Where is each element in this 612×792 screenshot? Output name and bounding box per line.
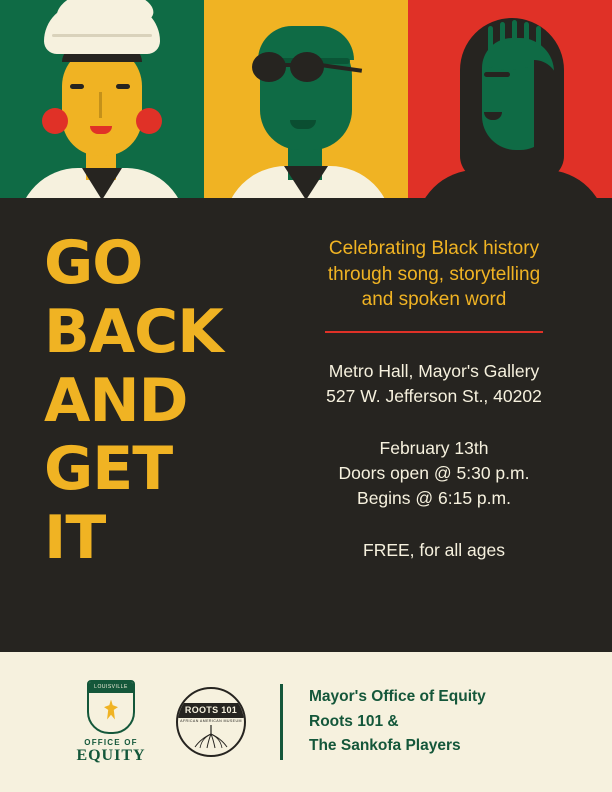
figure1-eye-left	[70, 84, 84, 89]
credit-line-1: Mayor's Office of Equity	[309, 687, 486, 705]
illustration-band	[0, 0, 612, 198]
headline-block	[0, 198, 286, 652]
footer-divider	[280, 684, 283, 760]
figure1-face	[62, 46, 142, 156]
figure1-headwrap-fold	[52, 34, 152, 37]
tagline	[292, 236, 576, 313]
tagline-line-1: Celebrating Black history	[328, 238, 540, 259]
details-block	[286, 198, 612, 652]
office-of-label: OFFICE OF	[84, 737, 138, 747]
divider-rule	[325, 331, 543, 333]
figure1-earring-left	[42, 108, 68, 134]
headline-line-3: AND	[44, 365, 188, 436]
figure1-nose	[99, 92, 102, 118]
figure3-braid	[524, 22, 529, 68]
credits-block	[309, 685, 486, 759]
figure3-braid	[512, 20, 517, 70]
figure3-brow	[484, 72, 510, 77]
event-date: February 13th	[379, 437, 489, 458]
tagline-line-3: and spoken word	[361, 289, 507, 311]
portrait-panel-red	[408, 0, 612, 198]
footer-band	[0, 652, 612, 792]
portrait-panel-gold	[204, 0, 408, 198]
tree-roots-icon	[191, 725, 231, 749]
roots-subtitle-label: AFRICAN AMERICAN MUSEUM	[180, 719, 242, 723]
credit-line-3: The Sankofa Players	[309, 737, 461, 755]
schedule-block	[292, 436, 576, 512]
figure3-braid	[500, 22, 505, 70]
figure1-earring-right	[136, 108, 162, 134]
figure3-braid	[488, 26, 493, 68]
venue-line-2: 527 W. Jefferson St., 40202	[326, 386, 542, 407]
figure2-sunglass-lens-left	[252, 52, 286, 82]
figure2-sunglass-bridge	[284, 63, 294, 67]
headline-line-1: GO	[44, 228, 143, 298]
portrait-panel-green	[0, 0, 204, 198]
poster-body	[0, 198, 612, 652]
equity-label: EQUITY	[76, 746, 146, 764]
figure1-eye-right	[116, 84, 130, 89]
start-time: Begins @ 6:15 p.m.	[357, 488, 511, 509]
roots-101-logo	[176, 687, 246, 757]
louisville-shield-icon	[87, 680, 135, 734]
credit-line-2: Roots 101 &	[309, 712, 399, 730]
louisville-office-of-equity-logo	[72, 680, 150, 765]
doors-time: Doors open @ 5:30 p.m.	[338, 463, 530, 484]
figure3-hair-strand	[534, 60, 558, 152]
louisville-banner-label: LOUISVILLE	[89, 682, 133, 693]
admission-note: FREE, for all ages	[363, 539, 505, 560]
roots-name-label: ROOTS 101	[178, 703, 244, 718]
headline-line-4: GET	[44, 434, 173, 505]
figure2-sunglass-lens-right	[290, 52, 324, 82]
venue-block	[292, 359, 576, 410]
headline-line-2: BACK	[44, 296, 223, 367]
venue-line-1: Metro Hall, Mayor's Gallery	[328, 360, 540, 381]
fleur-de-lis-icon	[104, 700, 118, 720]
tagline-line-2: through song, storytelling	[327, 263, 541, 285]
headline-line-5: IT	[44, 503, 106, 574]
